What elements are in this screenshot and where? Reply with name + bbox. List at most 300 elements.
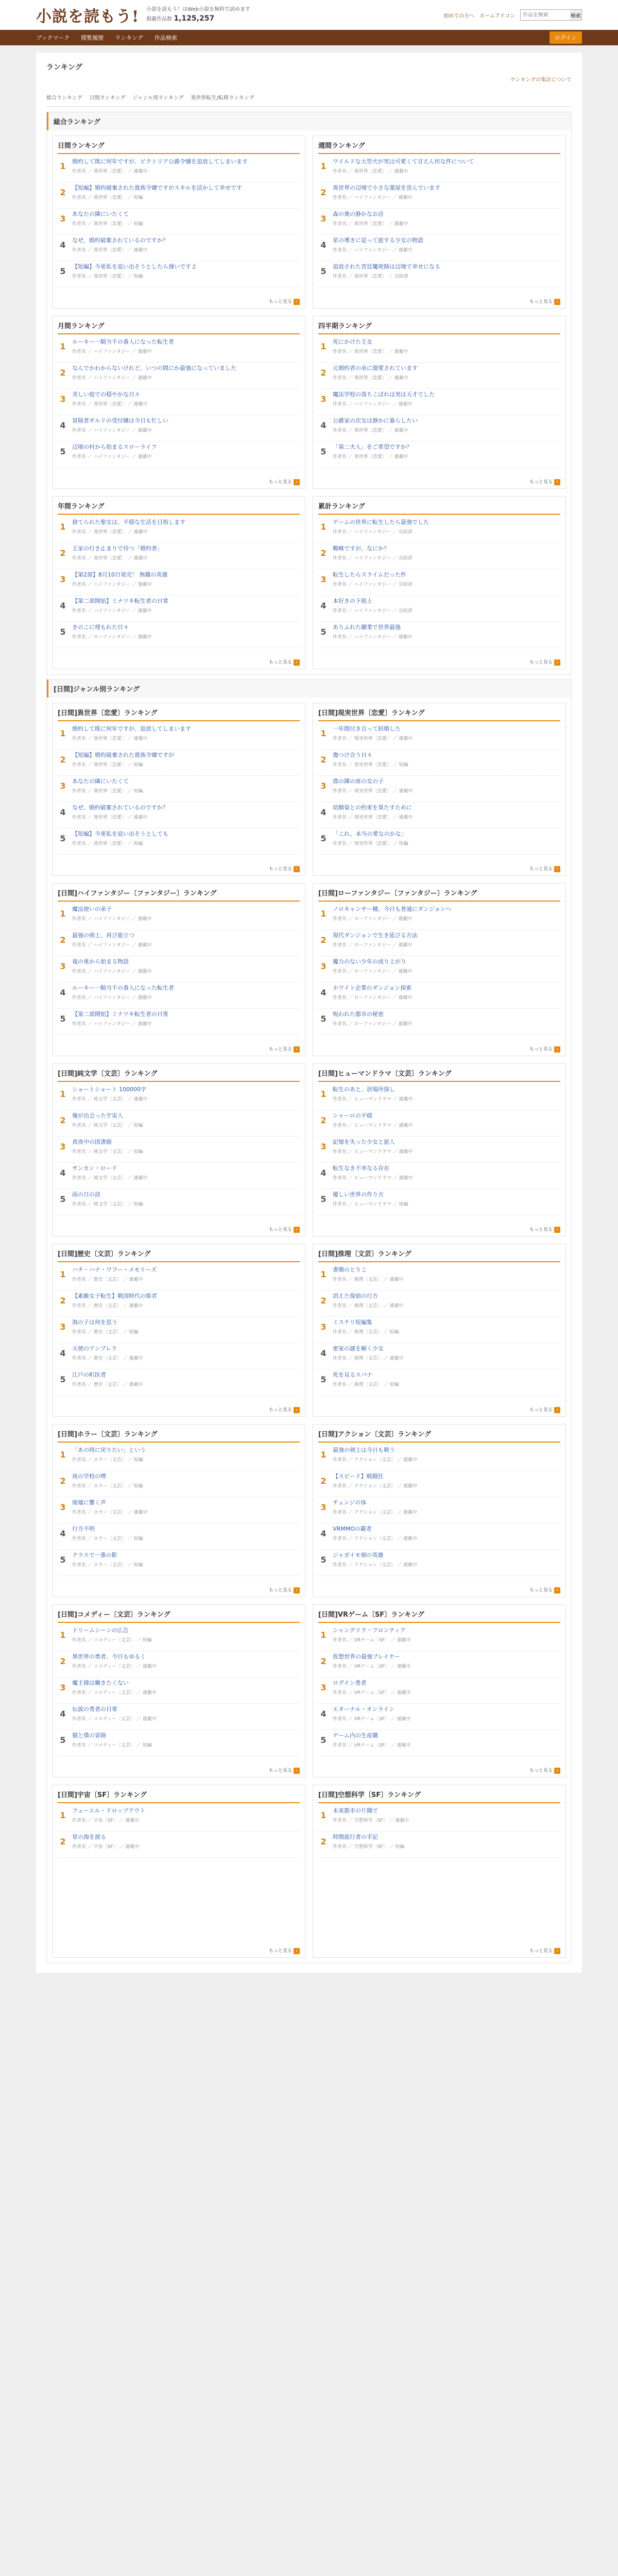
ranking-item[interactable] [318,1651,560,1677]
ranking-card-title: [日間]ハイファンタジー〔ファンタジー〕ランキング [58,888,300,902]
novel-title-link[interactable]: ミステリ短編集 [333,1319,372,1326]
ranking-item[interactable] [58,723,300,750]
ranking-item[interactable] [318,261,560,287]
novel-title-link[interactable]: フューエル・ドロップアウト [72,1807,146,1814]
novel-meta: 作者名 ／ ハイファンタジー ／ 連載中 [333,634,413,640]
ranking-item[interactable] [318,1497,560,1523]
chevron-right-icon: › [554,1046,560,1053]
ranking-item[interactable] [58,415,300,442]
ranking-item[interactable] [58,389,300,415]
ranking-item[interactable] [58,1343,300,1369]
ranking-item[interactable] [318,389,560,415]
ranking-item[interactable] [58,828,300,855]
rank-number: 4 [60,1348,66,1358]
more-link[interactable] [269,1768,300,1774]
novel-title-link[interactable]: ホワイト企業のダンジョン探索 [333,985,412,991]
novel-title-link[interactable]: 【第2部】8月10日発売！ 無職の英雄 [72,571,168,578]
novel-title-link[interactable]: 真夜中の図書館 [72,1139,112,1145]
ranking-item[interactable] [58,182,300,209]
novel-meta: 作者名 ／ 異世界〔恋愛〕 ／ 連載中 [72,168,148,174]
more-link[interactable] [529,1948,560,1954]
novel-title-link[interactable]: 「これ、本当の愛なのかな」 [333,831,407,837]
ranking-item[interactable] [318,1805,560,1832]
rank-number: 3 [60,394,66,404]
novel-title-link[interactable]: 死にかけた王女 [333,338,372,345]
ranking-item[interactable] [318,776,560,802]
ranking-item[interactable] [318,1317,560,1343]
novel-title-link[interactable]: 星の海を渡る [72,1834,106,1840]
ranking-item[interactable] [58,363,300,389]
more-link[interactable] [529,1587,560,1594]
ranking-item[interactable] [58,1137,300,1163]
more-link[interactable] [269,1587,300,1594]
ranking-item[interactable] [318,1445,560,1471]
ranking-item[interactable] [318,442,560,468]
more-link[interactable] [269,1046,300,1053]
novel-title-link[interactable]: シャーロの平穏 [333,1112,372,1119]
ranking-item[interactable] [58,569,300,596]
novel-meta: 作者名 ／ VRゲーム〔SF〕 ／ 連載中 [333,1664,411,1669]
novel-title-link[interactable]: 記憶を失った少女と旅人 [333,1139,395,1145]
item-body [72,1266,299,1288]
ranking-item[interactable] [318,415,560,442]
item-body [333,985,559,1006]
item-body [72,519,299,540]
novel-meta: 作者名 ／ アクション〔文芸〕 ／ 連載中 [333,1562,417,1568]
more-link[interactable] [529,1046,560,1053]
ranking-item[interactable] [58,235,300,261]
novel-title-link[interactable]: きのこに埋もれた日々 [72,624,129,631]
rank-number: 5 [320,1375,327,1384]
rank-number: 2 [320,1837,327,1846]
novel-title-link[interactable]: 最強の剣士は今日も戦う [333,1447,395,1453]
novel-title-link[interactable]: 未来都市の片隅で [333,1807,378,1814]
ranking-item[interactable] [318,802,560,828]
novel-title-link[interactable]: 王家の行き止まりで待つ「婚約者」 [72,545,163,552]
ranking-group [46,679,572,1963]
novel-meta: 作者名 ／ VRゲーム〔SF〕 ／ 連載中 [333,1637,411,1643]
ranking-item[interactable] [58,1264,300,1291]
ranking-item[interactable] [58,156,300,182]
ranking-item[interactable] [318,596,560,622]
filter-daily[interactable]: 日間ランキング [89,95,126,101]
ranking-item[interactable] [318,1009,560,1035]
novel-title-link[interactable]: 竜の巣から始まる物語 [72,958,129,965]
ranking-item[interactable] [318,1084,560,1110]
ranking-item[interactable] [58,517,300,543]
item-body [72,1680,299,1701]
item-body [333,1086,559,1108]
novel-title-link[interactable]: エターナル・オンライン [333,1706,395,1713]
novel-title-link[interactable]: なんでかわからないけれど、いつの間にか最強になっていました [72,365,236,371]
ranking-item[interactable] [318,1110,560,1137]
ranking-item[interactable] [58,1291,300,1317]
ranking-item[interactable] [58,1832,300,1858]
novel-title-link[interactable]: 美しい庭での穏やかな日々 [72,391,140,398]
novel-meta: 作者名 ／ ハイファンタジー ／ 連載中 [72,349,152,354]
novel-title-link[interactable]: 【短編】今更私を追い出そうとしても [72,831,168,837]
novel-title-link[interactable]: 一年間付き合って結婚した [333,725,401,732]
novel-title-link[interactable]: 【素敵女子転生】戦国時代の姫君 [72,1293,157,1299]
ranking-item[interactable] [318,1550,560,1576]
ranking-item[interactable] [58,1704,300,1730]
login-button[interactable]: ログイン [550,31,582,44]
novel-title-link[interactable]: 婚約して既に何年ですが、ビクトリア公爵令嬢を追放してしまいます [72,158,248,165]
more-link[interactable] [269,1407,300,1413]
ranking-item[interactable] [58,1471,300,1497]
more-link[interactable] [529,299,560,305]
novel-title-link[interactable]: 魔王様は働きたくない [72,1680,129,1686]
rank-number: 5 [320,1014,327,1024]
novel-meta: 作者名 ／ 現実世界〔恋愛〕 ／ 連載中 [333,815,413,820]
ranking-item[interactable] [318,622,560,648]
more-link[interactable] [529,1768,560,1774]
more-link[interactable] [269,1948,300,1954]
ranking-item[interactable] [318,569,560,596]
ranking-item[interactable] [318,723,560,750]
search-button[interactable]: 検索 [570,10,581,20]
novel-title-link[interactable]: 捨てられた聖女は、平穏な生活を目指します [72,519,185,526]
novel-meta: 作者名 ／ ローファンタジー ／ 連載中 [333,969,413,974]
novel-title-link[interactable]: 天使のアンブレラ [72,1345,117,1352]
novel-title-link[interactable]: 優しい世界の作り方 [333,1191,384,1198]
novel-title-link[interactable]: 「あの時に戻りたい」という [72,1447,146,1453]
ranking-item[interactable] [58,209,300,235]
ranking-item[interactable] [58,802,300,828]
novel-title-link[interactable]: 密室の謎を解く少女 [333,1345,384,1352]
novel-title-link[interactable]: チェンジの体 [333,1499,367,1506]
novel-title-link[interactable]: 転生のあと、居場所探し [333,1086,395,1093]
ranking-item[interactable] [318,517,560,543]
novel-title-link[interactable]: 雨の日の詩 [72,1191,100,1198]
novel-title-link[interactable]: 星の導きに従って旅する少女の物語 [333,237,423,244]
novel-title-link[interactable]: 「第二夫人」をご希望ですか？ [333,444,412,450]
ranking-item[interactable] [58,1625,300,1651]
novel-title-link[interactable]: 現代ダンジョンで生き延びる方法 [333,932,418,939]
novel-title-link[interactable]: 俺が出会った宇宙人 [72,1112,123,1119]
novel-meta: 作者名 ／ ローファンタジー ／ 連載中 [333,995,413,1001]
novel-title-link[interactable]: 追放された宮廷魔術師は辺境で幸せになる [333,263,440,270]
ranking-item[interactable] [58,1163,300,1189]
ranking-card [313,1424,566,1597]
rank-number: 2 [320,188,327,197]
novel-title-link[interactable]: 猫と僕の冒険 [72,1732,106,1739]
novel-meta: 作者名 ／ 異世界〔恋愛〕 ／ 連載中 [333,349,408,354]
ranking-item[interactable] [58,930,300,956]
novel-title-link[interactable]: 本好きの下剋上 [333,598,372,604]
ranking-item[interactable] [58,776,300,802]
novel-title-link[interactable]: 冒険者ギルドの受付嬢は今日も忙しい [72,417,168,424]
ranking-item[interactable] [318,982,560,1009]
ranking-item[interactable] [58,622,300,648]
novel-title-link[interactable]: 僕の隣の席の女の子 [333,778,384,785]
rank-number: 4 [320,1348,327,1358]
novel-title-link[interactable]: 仮想世界の最強プレイヤー [333,1653,401,1660]
novel-title-link[interactable]: ハチ・ハナ・ワフー・メモリーズ [72,1266,157,1273]
rank-number: 2 [60,548,66,558]
more-link[interactable] [269,299,300,305]
novel-title-link[interactable]: 婚約して既に何年ですが、追放してしまいます [72,725,191,732]
ranking-item[interactable] [58,1369,300,1396]
ranking-card [313,316,566,489]
novel-title-link[interactable]: なぜ、婚約破棄されているのですか？ [72,804,168,811]
ranking-item[interactable] [318,1625,560,1651]
ranking-item[interactable] [58,1317,300,1343]
novel-title-link[interactable]: ドリームシーンの広告 [72,1627,129,1634]
item-body [72,985,299,1006]
ranking-item[interactable] [318,363,560,389]
beginners-link[interactable]: 初めての方へ [443,13,475,19]
rank-number: 2 [60,1656,66,1666]
more-link[interactable] [269,659,300,666]
ranking-item[interactable] [58,904,300,930]
novel-title-link[interactable]: VRMMOの覇者 [333,1526,372,1532]
novel-title-link[interactable]: サンカン・ロード [72,1165,117,1172]
ranking-item[interactable] [318,1163,560,1189]
ranking-item[interactable] [58,1497,300,1523]
rank-number: 5 [60,1375,66,1384]
novel-meta: 作者名 ／ 異世界〔恋愛〕 ／ 短編 [72,221,143,227]
novel-title-link[interactable]: 魔法学校の落ちこぼれは実は天才でした [333,391,435,398]
item-body [333,365,559,386]
nav-bookmark[interactable]: ブックマーク [36,35,70,41]
ranking-item[interactable] [58,442,300,468]
novel-meta: 作者名 ／ 歴史〔文芸〕 ／ 連載中 [72,1382,143,1387]
novel-meta: 作者名 ／ 異世界〔恋愛〕 ／ 短編 [72,841,143,846]
novel-title-link[interactable]: シャングリラ・フロンティア [333,1627,406,1634]
novel-title-link[interactable]: ノロキャンサー種、今日も普通にダンジョンへ [333,906,452,912]
novel-meta: 作者名 ／ 異世界〔恋愛〕 ／ 連載中 [333,428,408,433]
ranking-item[interactable] [318,828,560,855]
novel-title-link[interactable]: 公爵家の次女は静かに暮らしたい [333,417,418,424]
novel-title-link[interactable]: ショートショート 100000字 [72,1086,147,1093]
ranking-item[interactable] [58,1189,300,1215]
rank-number: 5 [60,834,66,843]
home-icon-link[interactable]: ホームアイコン [479,13,515,19]
ranking-item[interactable] [318,1343,560,1369]
novel-title-link[interactable]: 廃墟に響く声 [72,1499,106,1506]
site-logo[interactable]: 小説を読もう! [36,8,140,26]
rank-number: 1 [320,1450,327,1460]
item-body [333,932,559,954]
item-body [333,211,559,232]
ranking-item[interactable] [58,596,300,622]
ranking-item[interactable] [58,1677,300,1704]
ranking-item[interactable] [318,209,560,235]
novel-title-link[interactable]: 幼馴染との約束を果たすために [333,804,412,811]
novel-title-link[interactable]: 時間旅行者の手記 [333,1834,378,1840]
ranking-item[interactable] [58,1009,300,1035]
novel-title-link[interactable]: 辺境の村から始まるスローライフ [72,444,157,450]
rank-number: 3 [320,394,327,404]
novel-title-link[interactable]: ログイン勇者 [333,1680,367,1686]
item-body [72,1653,299,1675]
novel-title-link[interactable]: 死を見るスパナ [333,1371,372,1378]
novel-meta: 作者名 ／ 現実世界〔恋愛〕 ／ 短編 [333,841,408,846]
ranking-item[interactable] [318,1137,560,1163]
more-link[interactable] [269,1227,300,1233]
ranking-item[interactable] [58,261,300,287]
novel-title-link[interactable]: ありふれた職業で世界最強 [333,624,401,631]
novel-title-link[interactable]: 森の奥の静かなお店 [333,211,384,217]
ranking-item[interactable] [58,1110,300,1137]
novel-title-link[interactable]: 傷つけ合う日々 [333,752,372,758]
ranking-item[interactable] [58,956,300,982]
ranking-card [52,1604,305,1777]
nav-ranking[interactable]: ランキング [115,35,143,41]
ranking-item[interactable] [318,956,560,982]
novel-title-link[interactable]: 伝説の勇者の日常 [72,1706,117,1713]
novel-title-link[interactable]: ルーキー一騎当千の番人になった転生者 [72,985,174,991]
ranking-item[interactable] [318,1523,560,1550]
novel-meta: 作者名 ／ 異世界〔恋愛〕 ／ 連載中 [333,221,408,227]
more-link[interactable] [529,1407,560,1413]
ranking-card [313,496,566,669]
ranking-item[interactable] [318,1704,560,1730]
item-body [333,804,559,826]
rank-number: 2 [320,1296,327,1306]
novel-title-link[interactable]: ゲーム内の生産職 [333,1732,378,1739]
more-link[interactable] [529,479,560,485]
ranking-item[interactable] [318,750,560,776]
novel-meta: 作者名 ／ 異世界〔恋愛〕 ／ 連載中 [72,555,148,561]
rank-number: 5 [60,1014,66,1024]
item-body [333,1139,559,1160]
more-link[interactable] [529,866,560,872]
novel-title-link[interactable]: 蜘蛛ですが、なにか？ [333,545,389,552]
nav-history[interactable]: 閲覧履歴 [81,35,104,41]
more-link[interactable] [529,1227,560,1233]
novel-title-link[interactable]: 転生なき不幸なる存在 [333,1165,389,1172]
rank-number: 5 [320,447,327,456]
ranking-item[interactable] [318,1730,560,1756]
ranking-card-title: 累計ランキング [318,501,560,515]
filter-genre[interactable]: ジャンル別ランキング [132,95,184,101]
group-title: [日間]ジャンル別ランキング [47,680,571,698]
about-ranking-link[interactable]: ランキングの集計について [510,77,572,83]
search-input[interactable] [521,10,570,20]
novel-title-link[interactable]: 夜の学校の噂 [72,1473,106,1480]
ranking-item[interactable] [58,982,300,1009]
ranking-item[interactable] [58,1805,300,1832]
ranking-card-title: [日間]宇宙〔SF〕ランキング [58,1789,300,1803]
nav-search[interactable]: 作品検索 [154,35,177,41]
ranking-item[interactable] [58,1523,300,1550]
novel-meta: 作者名 ／ ハイファンタジー ／ 連載中 [72,942,152,948]
rank-number: 4 [60,1529,66,1538]
ranking-item[interactable] [318,1369,560,1396]
novel-title-link[interactable]: 書簡のとりこ [333,1266,367,1273]
novel-title-link[interactable]: あなたの隣にいたくて [72,778,129,785]
ranking-item[interactable] [58,750,300,776]
novel-title-link[interactable]: 【短編】婚約破棄された貴族令嬢ですが [72,752,174,758]
novel-title-link[interactable]: 呪われた都市の秘密 [333,1011,384,1018]
ranking-groups [46,112,572,1963]
novel-title-link[interactable]: 異世界の辺境で小さな薬屋を営んでいます [333,184,440,191]
rank-number: 2 [320,1115,327,1125]
novel-title-link[interactable]: ルーキー一騎当千の番人になった転生者 [72,338,174,345]
novel-title-link[interactable]: 行方不明 [72,1526,95,1532]
novel-meta: 作者名 ／ ホラー〔文芸〕 ／ 短編 [72,1562,143,1568]
ranking-item[interactable] [58,1550,300,1576]
novel-title-link[interactable]: なぜ、婚約破棄されているのですか？ [72,237,168,244]
novel-title-link[interactable]: クラスで一番の影 [72,1552,117,1558]
novel-meta: 作者名 ／ 純文学〔文芸〕 ／ 連載中 [72,1096,148,1102]
novel-title-link[interactable]: ゲームの世界に転生したら最強でした [333,519,429,526]
novel-title-link[interactable]: 魔法使いの弟子 [72,906,112,912]
novel-title-link[interactable]: ジャガイモ畑の英雄 [333,1552,384,1558]
item-body [333,1834,559,1855]
novel-title-link[interactable]: 異世界の勇者、今日もゆるく [72,1653,146,1660]
more-label: もっと見る [268,1047,292,1052]
ranking-item[interactable] [318,543,560,569]
ranking-item[interactable] [318,904,560,930]
novel-meta: 作者名 ／ アクション〔文芸〕 ／ 連載中 [333,1510,417,1515]
filter-overall[interactable]: 総合ランキング [46,95,82,101]
ranking-item[interactable] [318,1264,560,1291]
ranking-item[interactable] [58,543,300,569]
ranking-item[interactable] [318,1189,560,1215]
novel-title-link[interactable]: 江戸の町医者 [72,1371,106,1378]
ranking-item[interactable] [318,156,560,182]
rank-number: 1 [320,728,327,738]
ranking-item[interactable] [318,182,560,209]
novel-title-link[interactable]: 海の子は何を思う [72,1319,117,1326]
novel-meta: 作者名 ／ ハイファンタジー ／ 連載中 [72,428,152,433]
ranking-item[interactable] [58,1651,300,1677]
ranking-item[interactable] [318,1832,560,1858]
ranking-card [313,1785,566,1958]
ranking-item[interactable] [58,336,300,363]
filter-isekai[interactable]: 異世界転生/転移ランキング [191,95,254,101]
ranking-item[interactable] [318,1291,560,1317]
ranking-item[interactable] [318,1677,560,1704]
more-link[interactable] [269,479,300,485]
novel-title-link[interactable]: 【短編】婚約破棄された貴族令嬢ですがスキルを活かして幸せです [72,184,242,191]
novel-meta: 作者名 ／ ハイファンタジー ／ 連載中 [333,195,413,200]
rank-number: 2 [320,548,327,558]
ranking-card-title: 四半期ランキング [318,320,560,334]
ranking-item[interactable] [318,1471,560,1497]
item-body [333,1447,559,1468]
novel-title-link[interactable]: 【スピード】戦闘狂 [333,1473,384,1480]
novel-meta: 作者名 ／ 空想科学〔SF〕 ／ 連載中 [333,1818,409,1823]
novel-title-link[interactable]: ワイルドな大型犬が実は可愛くて甘えん坊な件について [333,158,474,165]
rank-number: 2 [320,368,327,378]
ranking-item[interactable] [58,1730,300,1756]
novel-title-link[interactable]: あなたの隣にいたくて [72,211,129,217]
rank-number: 1 [320,1630,327,1640]
novel-title-link[interactable]: 消えた探偵の行方 [333,1293,378,1299]
novel-title-link[interactable]: 最強の剣士、再び旅立つ [72,932,134,939]
rank-number: 4 [60,420,66,430]
rank-number: 2 [60,1837,66,1846]
item-body [72,338,299,360]
ranking-item[interactable] [58,1084,300,1110]
ranking-item[interactable] [318,336,560,363]
ranking-item[interactable] [318,235,560,261]
novel-title-link[interactable]: 【第二部開始】ミナツキ転生者の日常 [72,1011,168,1018]
novel-title-link[interactable]: 【短編】今更私を追い出そうとしたら遅いですよ [72,263,197,270]
more-link[interactable] [269,866,300,872]
novel-title-link[interactable]: 元婚約者の弟に溺愛されています [333,365,418,371]
ranking-item[interactable] [318,930,560,956]
novel-title-link[interactable]: 転生したらスライムだった件 [333,571,406,578]
novel-title-link[interactable]: 【第二部開始】ミナツキ転生者の日常 [72,598,168,604]
ranking-item[interactable] [58,1445,300,1471]
more-link[interactable] [529,659,560,666]
novel-title-link[interactable]: 魔力のない少年の成り上がり [333,958,406,965]
